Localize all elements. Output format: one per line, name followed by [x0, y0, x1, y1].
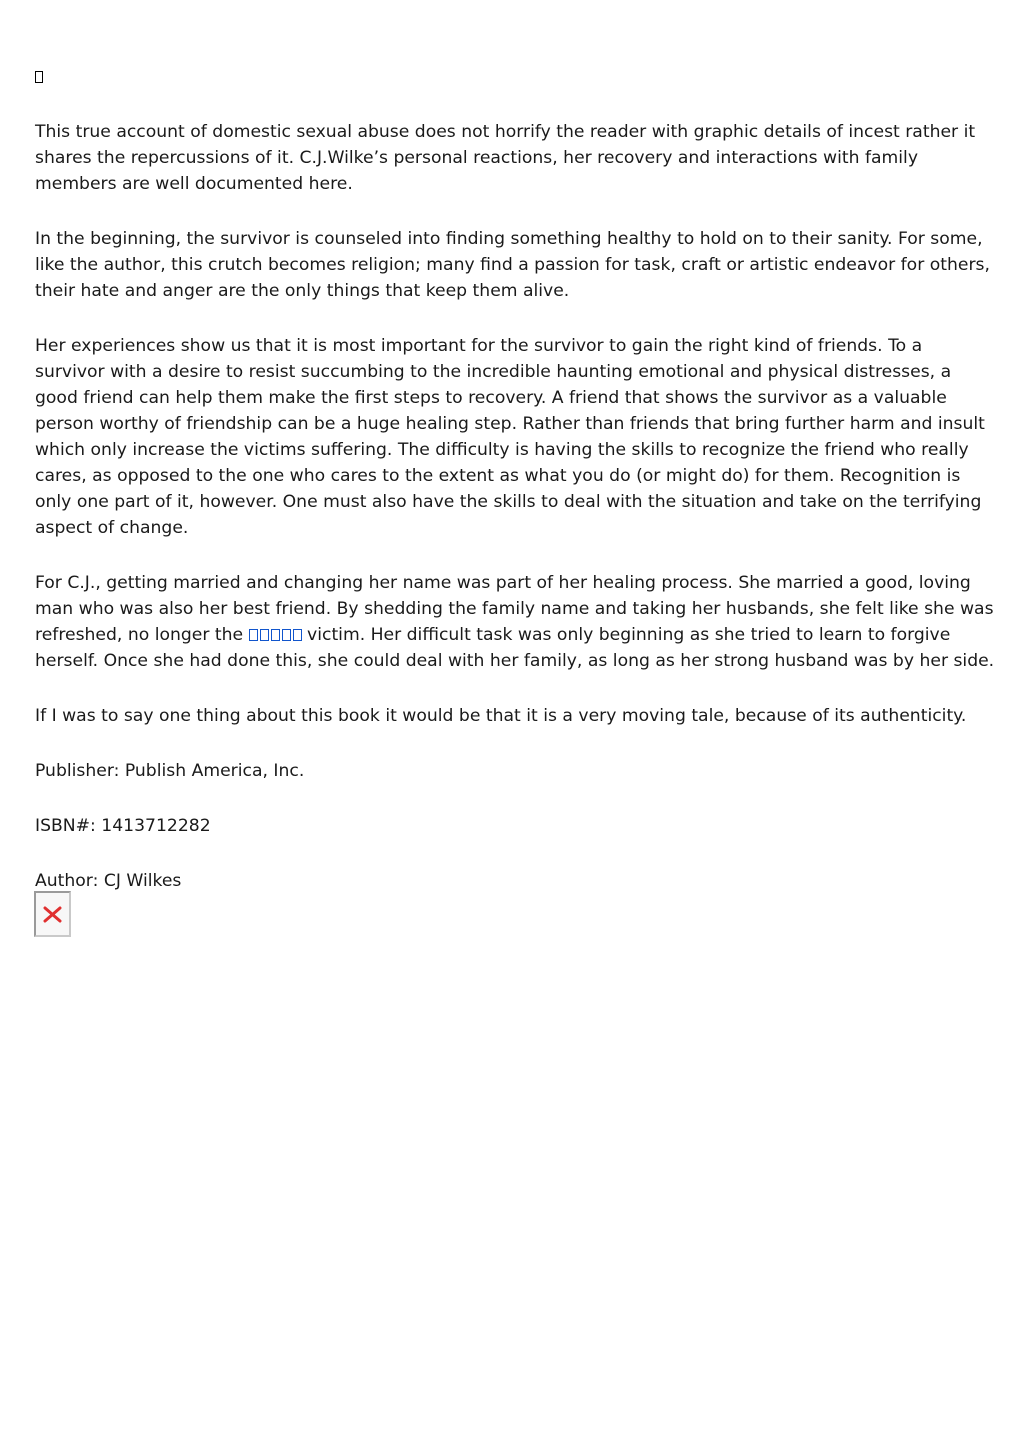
broken-image-x-icon [43, 906, 62, 923]
missing-glyph-box-icon [35, 71, 43, 83]
paragraph-healing [35, 570, 995, 674]
paragraph-healing-text-after: victim. Her difficult task was only beginning as she tried to learn to forgive herself. Once she had done this, she could deal with her family, as long as her strong husband was by her side. [35, 625, 995, 671]
paragraph-intro: This true account of domestic sexual abuse does not horrify the reader with graphic details of incest rather it shares the repercussions of it. C.J.Wilke’s personal reactions, her recovery and interactions with family members are well documented here. [35, 122, 976, 194]
isbn-line: ISBN#: 1413712282 [35, 816, 211, 836]
paragraph-beginning: In the beginning, the survivor is counseled into finding something healthy to hold on to their sanity. For some, like the author, this crutch becomes religion; many find a passion for task, craft or artistic endeavor for others, their hate and anger are the only things that keep them alive. [35, 229, 990, 301]
paragraph-closing: If I was to say one thing about this book it would be that it is a very moving tale, because of its authenticity. [35, 706, 967, 726]
article-body [35, 62, 995, 923]
paragraph-healing-text-before: For C.J., getting married and changing her name was part of her healing process. She married a good, loving man who was also her best friend. By shedding the family name and taking her husbands, she felt like she was refreshed, no longer the [35, 573, 994, 645]
paragraph-experiences: Her experiences show us that it is most important for the survivor to gain the right kind of friends. To a survivor with a desire to resist succumbing to the incredible haunting emotional and physical distresses, a good friend can help them make the first steps to recovery. A friend that shows the survivor as a valuable person worthy of friendship can be a huge healing step. Rather than friends that bring further harm and insult which only increase the victims suffering. The difficulty is having the skills to recognize the friend who really cares, as opposed to the one who cares to the extent as what you do (or might do) for them. Recognition is only one part of it, however. One must also have the skills to deal with the situation and take on the terrifying aspect of change. [35, 336, 985, 538]
broken-image-icon [34, 891, 71, 937]
inline-link[interactable] [249, 625, 302, 645]
publisher-line: Publisher: Publish America, Inc. [35, 761, 305, 781]
author-line: Author: CJ Wilkes [35, 871, 182, 891]
missing-glyph [35, 62, 995, 88]
